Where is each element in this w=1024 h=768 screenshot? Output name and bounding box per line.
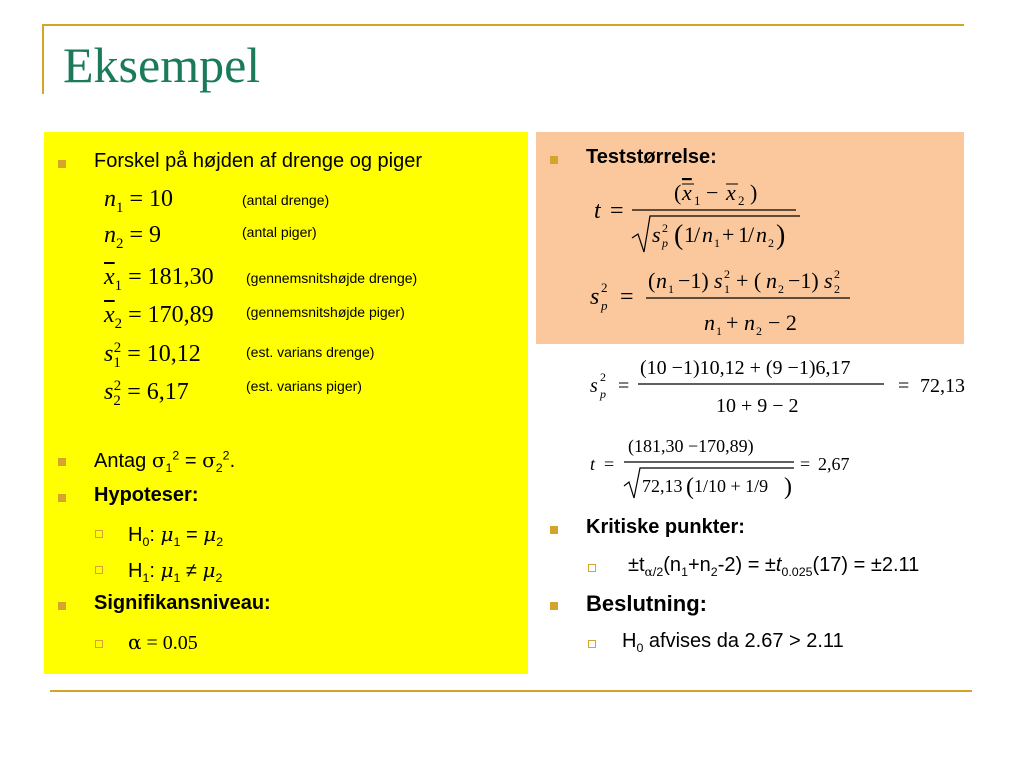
pooled-variance-formula <box>588 258 888 344</box>
bullet-marker <box>58 160 66 168</box>
svg-text:(181,30 −170,89): (181,30 −170,89) <box>628 436 754 456</box>
critical-df: (17) <box>812 554 849 576</box>
bullet-antag: Antag $\sigma_1^2 = \sigma_2^2$. <box>94 448 236 475</box>
svg-text:s: s <box>652 222 661 247</box>
svg-text:x: x <box>726 180 736 205</box>
svg-text:−: − <box>706 180 719 205</box>
bullet-forskel: Forskel på højden af drenge og piger <box>94 150 422 172</box>
eq-s2: $s_2^2 = 6,17$ <box>104 378 189 409</box>
svg-text:/: / <box>694 222 701 247</box>
bullet-marker <box>58 602 66 610</box>
alpha-equation: α = 0.05 <box>128 630 198 654</box>
frame-top-line <box>44 24 964 26</box>
svg-text:2: 2 <box>834 282 840 296</box>
s1-value: 10,12 <box>146 341 201 367</box>
sub-bullet-marker <box>588 640 596 648</box>
svg-text:−1): −1) <box>788 268 819 293</box>
note-s1: (est. varians drenge) <box>246 344 375 360</box>
svg-text:s: s <box>590 375 598 397</box>
decision-text: $H_0$ afvises da 2.67 > 2.11 <box>622 630 844 655</box>
note-xbar1: (gennemsnitshøjde drenge) <box>246 270 418 286</box>
svg-text:n: n <box>702 222 713 247</box>
sp-calc-result: 72,13 <box>920 375 965 397</box>
hypoteser-label: Hypoteser: <box>94 484 199 506</box>
svg-text:n: n <box>656 268 667 293</box>
svg-text:(: ( <box>648 268 656 293</box>
eq-n1: $n_1 = 10$ <box>104 186 173 216</box>
svg-text:/: / <box>748 222 755 247</box>
svg-text:10 + 9 − 2: 10 + 9 − 2 <box>716 395 799 417</box>
t-statistic-formula <box>590 176 820 258</box>
bullet-marker <box>58 494 66 502</box>
svg-text:): ) <box>750 180 758 205</box>
svg-text:(: ( <box>674 220 684 251</box>
svg-text:n: n <box>766 268 777 293</box>
eq-xbar1: $\overline{x}_1 = 181,30$ <box>104 264 214 294</box>
svg-text:−1): −1) <box>678 268 709 293</box>
svg-text:(10 −1)10,12 + (9 −1)6,17: (10 −1)10,12 + (9 −1)6,17 <box>640 357 851 379</box>
svg-text:1: 1 <box>716 324 722 338</box>
note-n1: (antal drenge) <box>242 192 330 208</box>
svg-text:1: 1 <box>684 222 695 247</box>
frame-bottom-line <box>50 690 972 692</box>
slide-title: Eksempel <box>63 37 261 93</box>
svg-text:s: s <box>824 268 833 293</box>
bullet-marker <box>58 458 66 466</box>
alpha-value: 0.05 <box>162 632 198 654</box>
antag-label: Antag <box>94 450 147 472</box>
svg-text:2: 2 <box>601 280 608 295</box>
beslutning-label: Beslutning: <box>586 591 707 616</box>
bullet-marker <box>550 526 558 534</box>
svg-text:+: + <box>726 310 739 335</box>
hypothesis-h1: $H_1$: $\mu_1 \ne \mu_2$ <box>128 558 223 585</box>
svg-text:1: 1 <box>724 282 730 296</box>
svg-text:(: ( <box>674 180 682 205</box>
svg-text:2: 2 <box>768 236 774 250</box>
svg-text:x: x <box>682 180 692 205</box>
svg-text:1/10 + 1/9: 1/10 + 1/9 <box>694 476 769 496</box>
svg-text:): ) <box>776 220 786 251</box>
bullet-marker <box>550 602 558 610</box>
svg-text:2: 2 <box>738 193 745 208</box>
svg-text:=: = <box>610 198 624 224</box>
svg-text:n: n <box>704 310 715 335</box>
svg-text:=: = <box>620 284 634 310</box>
note-xbar2: (gennemsnitshøjde piger) <box>246 304 405 320</box>
svg-text:n: n <box>744 310 755 335</box>
hypothesis-h0: $H_0$: $\mu_1 = \mu_2$ <box>128 522 224 549</box>
svg-text:2: 2 <box>756 324 762 338</box>
decision-value: afvises da 2.67 > 2.11 <box>648 630 844 652</box>
bullet-marker <box>550 156 558 164</box>
svg-text:2: 2 <box>662 221 668 235</box>
svg-text:− 2: − 2 <box>768 310 797 335</box>
sub-bullet-marker <box>95 640 103 648</box>
note-n2: (antal piger) <box>242 224 317 240</box>
t-calc-result: 2,67 <box>818 454 850 474</box>
xbar2-value: 170,89 <box>147 302 214 328</box>
critical-value: ±2.11 <box>870 554 920 576</box>
signifikans-label: Signifikansniveau: <box>94 592 271 614</box>
frame-left-line <box>42 24 44 94</box>
svg-text:2: 2 <box>778 282 784 296</box>
svg-text:(: ( <box>686 474 694 500</box>
svg-text:p: p <box>662 236 668 250</box>
svg-text:n: n <box>756 222 767 247</box>
eq-s1: $s_1^2 = 10,12$ <box>104 340 201 371</box>
n1-value: 10 <box>148 186 173 212</box>
sub-bullet-marker <box>588 564 596 572</box>
eq-xbar2: $\overline{x}_2 = 170,89$ <box>104 302 214 332</box>
eq-n2: $n_2 = 9$ <box>104 222 161 252</box>
svg-text:+ (: + ( <box>736 268 762 293</box>
svg-text:2: 2 <box>834 267 840 281</box>
t-calculation <box>588 432 888 504</box>
sub-bullet-marker <box>95 530 103 538</box>
svg-text:1: 1 <box>668 282 674 296</box>
svg-text:+: + <box>722 222 735 247</box>
svg-text:1: 1 <box>738 222 749 247</box>
svg-text:72,13: 72,13 <box>642 476 683 496</box>
svg-text:1: 1 <box>694 193 701 208</box>
svg-text:p: p <box>601 298 608 313</box>
sub-bullet-marker <box>95 566 103 574</box>
svg-text:s: s <box>590 284 600 310</box>
svg-text:1: 1 <box>714 236 720 250</box>
note-s2: (est. varians piger) <box>246 378 362 394</box>
svg-text:s: s <box>714 268 723 293</box>
svg-text:2: 2 <box>724 267 730 281</box>
svg-text:=: = <box>898 375 910 397</box>
s2-value: 6,17 <box>146 379 189 405</box>
svg-text:p: p <box>600 387 606 401</box>
svg-text:t: t <box>590 454 596 474</box>
n2-value: 9 <box>148 222 161 248</box>
xbar1-value: 181,30 <box>147 264 214 290</box>
svg-text:t: t <box>594 198 601 224</box>
svg-text:2: 2 <box>600 370 606 384</box>
kritiske-label: Kritiske punkter: <box>586 516 745 538</box>
svg-text:=: = <box>604 454 615 474</box>
svg-text:): ) <box>784 474 792 500</box>
svg-text:=: = <box>618 375 630 397</box>
svg-text:=: = <box>800 454 811 474</box>
critical-expression: $\pm t_{\alpha/2}(n_1+n_2-2) = \pm t_{0.025}(17) = \pm 2.11$ <box>628 554 920 579</box>
pooled-variance-calculation <box>588 354 984 424</box>
teststoerrelse-label: Teststørrelse: <box>586 146 717 168</box>
